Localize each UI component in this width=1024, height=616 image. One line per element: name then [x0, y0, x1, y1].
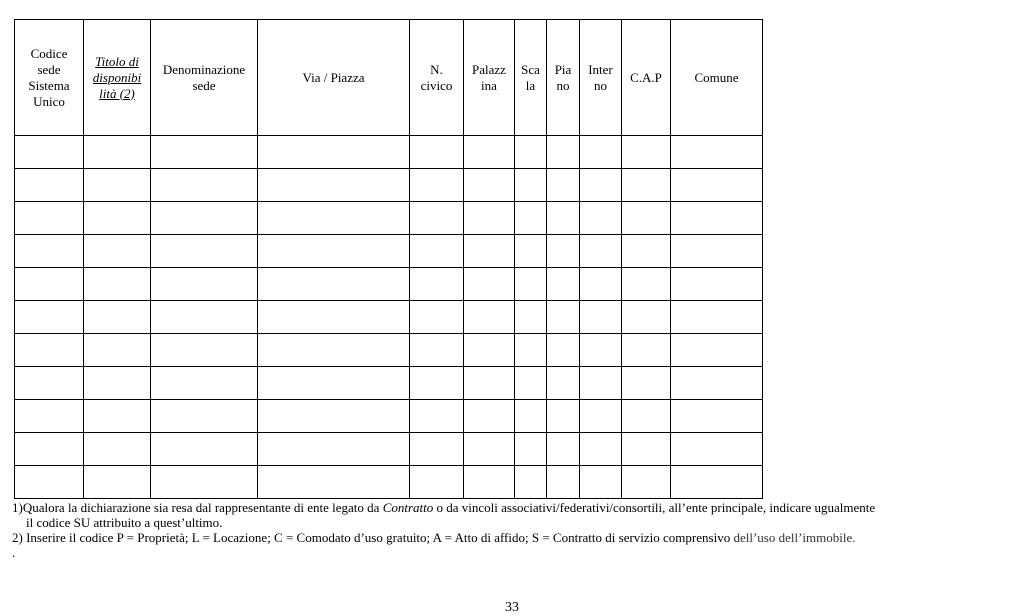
table-cell [84, 367, 151, 400]
table-cell [15, 400, 84, 433]
table-cell [622, 268, 671, 301]
table-cell [15, 367, 84, 400]
table-cell [622, 136, 671, 169]
table-row [15, 202, 763, 235]
table-cell [580, 268, 622, 301]
table-cell [671, 400, 763, 433]
table-cell [515, 268, 547, 301]
table-cell [410, 367, 464, 400]
table-cell [580, 301, 622, 334]
footnotes [12, 500, 1012, 560]
table-cell [515, 367, 547, 400]
table-cell [84, 136, 151, 169]
table-cell [547, 367, 580, 400]
table-cell [84, 202, 151, 235]
header-codice-sede: Codice sede Sistema Unico [15, 20, 84, 136]
table-cell [15, 466, 84, 499]
table-cell [151, 268, 258, 301]
table-cell [671, 169, 763, 202]
table-cell [464, 367, 515, 400]
sedi-table [14, 19, 763, 499]
table-cell [464, 235, 515, 268]
table-cell [410, 169, 464, 202]
table-cell [547, 433, 580, 466]
table-cell [580, 136, 622, 169]
table-header-row [15, 20, 763, 136]
table-row [15, 235, 763, 268]
table-cell [258, 268, 410, 301]
header-scala: Sca la [515, 20, 547, 136]
table-cell [515, 301, 547, 334]
table-cell [258, 466, 410, 499]
table-cell [547, 400, 580, 433]
table-cell [84, 400, 151, 433]
table-cell [671, 301, 763, 334]
table-cell [515, 466, 547, 499]
table-cell [410, 235, 464, 268]
table-cell [671, 466, 763, 499]
table-cell [410, 466, 464, 499]
table-cell [464, 433, 515, 466]
table-cell [15, 268, 84, 301]
table-cell [622, 334, 671, 367]
table-cell [258, 136, 410, 169]
table-cell [151, 334, 258, 367]
table-cell [258, 367, 410, 400]
table-cell [151, 400, 258, 433]
table-row [15, 466, 763, 499]
page-number: 33 [505, 600, 519, 615]
table-cell [258, 400, 410, 433]
table-cell [580, 400, 622, 433]
table-row [15, 334, 763, 367]
table-cell [15, 301, 84, 334]
footnote-1-line2 [12, 515, 1012, 530]
table-cell [464, 169, 515, 202]
table-cell [580, 334, 622, 367]
table-row [15, 136, 763, 169]
table-cell [547, 268, 580, 301]
footnote-1-line2-text: il codice SU attribuito a quest’ultimo. [26, 515, 223, 530]
footnote-2 [12, 530, 1012, 545]
table-cell [464, 301, 515, 334]
table-cell [84, 235, 151, 268]
table-cell [580, 433, 622, 466]
header-numero-civico: N. civico [410, 20, 464, 136]
table-cell [547, 466, 580, 499]
table-cell [410, 334, 464, 367]
table-row [15, 268, 763, 301]
table-cell [151, 136, 258, 169]
table-row [15, 433, 763, 466]
footnote-1-italic: Contratto [382, 500, 434, 515]
table-cell [410, 301, 464, 334]
table-cell [622, 301, 671, 334]
table-cell [410, 268, 464, 301]
table-cell [671, 202, 763, 235]
table-cell [258, 301, 410, 334]
footnote-1 [12, 500, 1012, 515]
table-cell [515, 202, 547, 235]
header-comune: Comune [671, 20, 763, 136]
table-cell [580, 235, 622, 268]
table-cell [671, 235, 763, 268]
table-cell [547, 202, 580, 235]
table-cell [547, 169, 580, 202]
footnote-dot-text: . [12, 545, 16, 560]
table-cell [580, 202, 622, 235]
table-cell [464, 268, 515, 301]
table-cell [515, 235, 547, 268]
table-row [15, 400, 763, 433]
footnote-1-text: 1)Qualora la dichiarazione sia resa dal rappresentante di ente legato da [12, 500, 383, 515]
table-cell [84, 268, 151, 301]
table-cell [410, 400, 464, 433]
table-cell [15, 202, 84, 235]
table-cell [515, 433, 547, 466]
header-palazzina: Palazz ina [464, 20, 515, 136]
table-cell [515, 400, 547, 433]
table-cell [15, 334, 84, 367]
table-cell [151, 235, 258, 268]
header-interno: Inter no [580, 20, 622, 136]
header-via-piazza: Via / Piazza [258, 20, 410, 136]
header-titolo-disponibilita: Titolo di disponibi lità (2) [84, 20, 151, 136]
table-cell [464, 334, 515, 367]
table-cell [410, 202, 464, 235]
table-cell [151, 367, 258, 400]
table-row [15, 169, 763, 202]
table-cell [671, 136, 763, 169]
table-cell [464, 400, 515, 433]
table-cell [622, 169, 671, 202]
table-cell [151, 466, 258, 499]
footnote-2-text: 2) Inserire il codice P = Proprietà; L = Locazione; C = Comodato d’uso gratuito; A = Atto di affido; S = Contratto di servizio comprensivo [12, 530, 734, 545]
table-cell [547, 136, 580, 169]
table-cell [515, 334, 547, 367]
table-cell [515, 169, 547, 202]
table-cell [84, 301, 151, 334]
table-cell [547, 301, 580, 334]
table-cell [622, 202, 671, 235]
table-cell [580, 466, 622, 499]
table-cell [464, 466, 515, 499]
table-cell [151, 433, 258, 466]
table-cell [622, 433, 671, 466]
table-cell [671, 334, 763, 367]
table-cell [84, 433, 151, 466]
table-cell [622, 400, 671, 433]
table-cell [258, 202, 410, 235]
table-cell [258, 235, 410, 268]
table-cell [515, 136, 547, 169]
table-cell [84, 334, 151, 367]
table-cell [622, 466, 671, 499]
header-denominazione-sede: Denominazione sede [151, 20, 258, 136]
table-cell [15, 136, 84, 169]
footnote-2-text-end: dell’uso dell’immobile. [733, 530, 856, 545]
table-cell [622, 367, 671, 400]
table-cell [151, 169, 258, 202]
table-cell [580, 367, 622, 400]
table-cell [580, 169, 622, 202]
footnote-1-text-end: o da vincoli associativi/federativi/consortili, all’ente principale, indicare ugualmente [433, 500, 876, 515]
table-cell [671, 367, 763, 400]
table-cell [410, 433, 464, 466]
table-cell [258, 169, 410, 202]
table-cell [258, 433, 410, 466]
table-cell [15, 169, 84, 202]
table-row [15, 301, 763, 334]
header-piano: Pia no [547, 20, 580, 136]
table-cell [151, 202, 258, 235]
table-body [15, 136, 763, 499]
header-cap: C.A.P [622, 20, 671, 136]
table-cell [547, 334, 580, 367]
table-cell [84, 169, 151, 202]
table-cell [547, 235, 580, 268]
table-cell [84, 466, 151, 499]
table-cell [151, 301, 258, 334]
table-cell [15, 433, 84, 466]
table-cell [622, 235, 671, 268]
table-cell [464, 202, 515, 235]
table-cell [410, 136, 464, 169]
table-cell [15, 235, 84, 268]
table-row [15, 367, 763, 400]
table-cell [671, 433, 763, 466]
table-cell [258, 334, 410, 367]
table-cell [671, 268, 763, 301]
table-cell [464, 136, 515, 169]
footnote-dot [12, 545, 1012, 560]
